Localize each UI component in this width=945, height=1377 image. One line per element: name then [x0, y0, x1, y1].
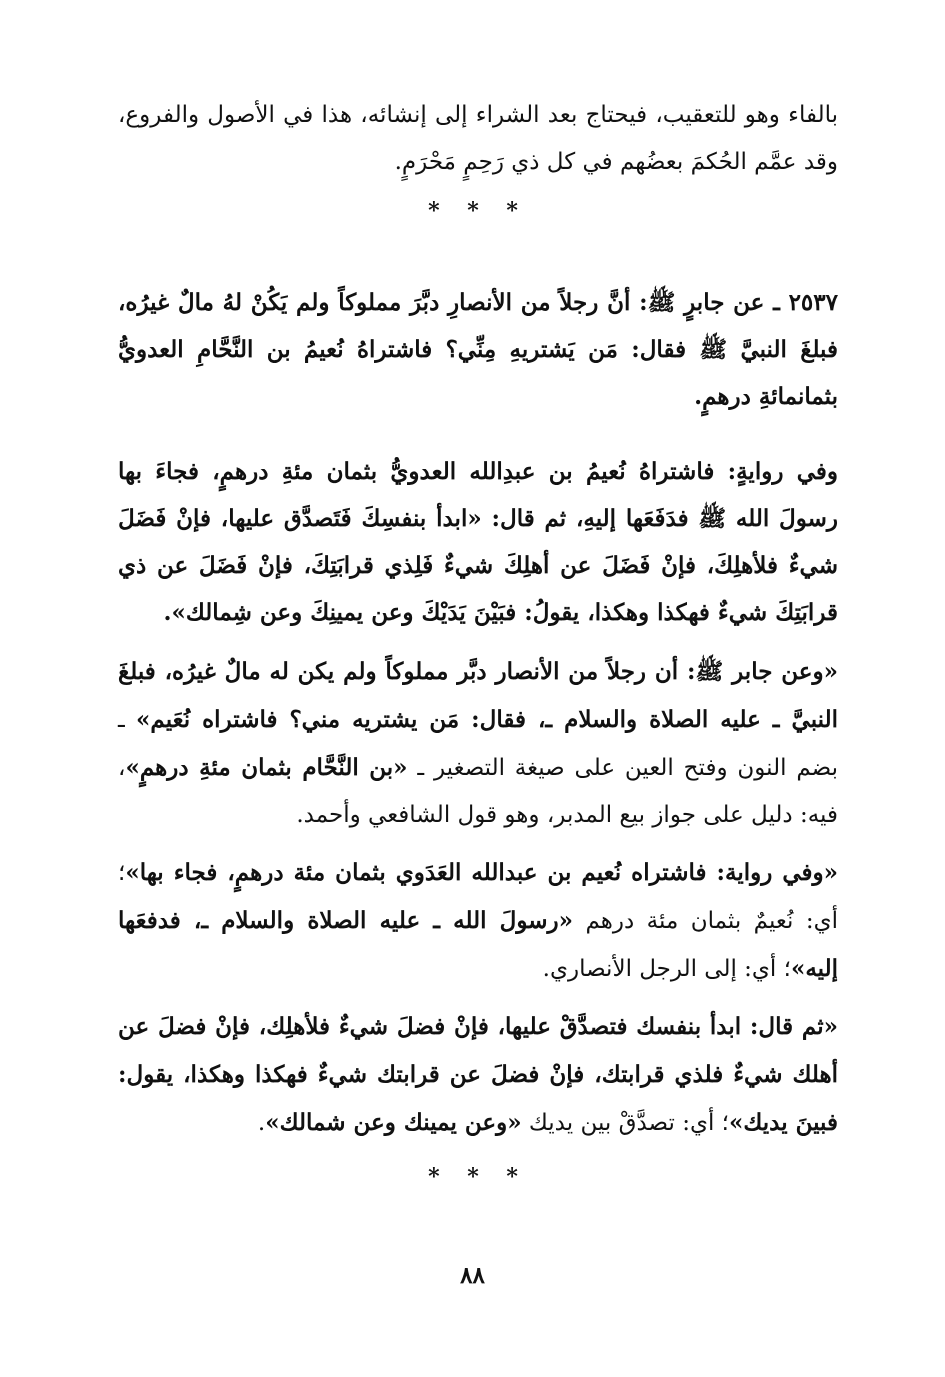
page-body	[118, 92, 838, 1197]
commentary-paragraph-1	[118, 648, 838, 839]
intro-paragraph: بالفاء وهو للتعقيب، فيحتاج بعد الشراء إلى إنشائه، هذا في الأصول والفروع، وقد عمَّم الحُكمَ بعضُهم في كل ذي رَحِمٍ مَحْرَمٍ.	[118, 102, 838, 175]
hadith-riwaya: وفي روايةٍ: فاشتراهُ نُعيمُ بن عبدِالله العدويُّ بثمان مئةِ درهمٍ، فجاءَ بها رسولَ الله ﷺ فدَفَعَها إليهِ، ثم قال: «ابدأ بنفسِكَ فَتَصدَّق عليها، فإنْ فَضَلَ شيءٌ فلأهلِكَ، فإنْ فَضَلَ عن أهلِكَ شيءٌ فَلِذي قرابَتِكَ، فإنْ فَضَلَ عن ذي قرابَتِكَ شيءٌ فهكذا وهكذا، يقولُ: فبَيْنَ يَدَيْكَ وعن يمينِكَ وعن شِمالك».	[118, 458, 838, 626]
page-number: ٨٨	[460, 1262, 485, 1289]
commentary-1-note: ـ بضم النون وفتح العين على صيغة التصغير ـ	[118, 707, 838, 781]
commentary-3-quote-2: «وعن يمينك وعن شمالك»	[265, 1109, 522, 1136]
commentary-1-quote: «وعن جابر ﷺ: أن رجلاً من الأنصار دبَّر مملوكاً ولم يكن له مالٌ غيرُه، فبلغَ النبيَّ ـ عليه الصلاة والسلام ـ، فقال: مَن يشتريه مني؟ فاشتراه نُعَيم»	[118, 658, 838, 733]
commentary-3-note-2: .	[257, 1110, 266, 1136]
section-separator-bottom: * * *	[428, 1164, 528, 1190]
hadith-main: ٢٥٣٧ ـ عن جابرٍ ﷺ: أنَّ رجلاً من الأنصارِ دبَّرَ مملوكاً ولم يَكُنْ لهُ مالٌ غيرُه، فبلغَ النبيَّ ﷺ فقال: مَن يَشتريهِ مِنِّي؟ فاشتراهُ نُعيمُ بن النَّحَّامِ العدويُّ بثمانمائةِ درهمٍ.	[118, 289, 838, 410]
commentary-paragraph-2	[118, 849, 838, 993]
commentary-2-quote-2: «رسولَ الله ـ عليه الصلاة والسلام ـ، فدفعَها إليه»	[118, 907, 838, 982]
commentary-1-quote-2: «بن النَّحَّام بثمان مئةِ درهمٍ»	[125, 754, 408, 781]
commentary-1-note-2: ، فيه: دليل على جواز بيع المدبر، وهو قول الشافعي وأحمد.	[118, 755, 838, 828]
commentary-2-note: ؛ أي: نُعيمٌ بثمان مئة درهم	[118, 860, 839, 934]
commentary-2-quote: «وفي رواية: فاشتراه نُعيم بن عبدالله العَدَوي بثمان مئة درهمٍ، فجاء بها»	[125, 859, 838, 886]
commentary-2-note-2: ؛ أي: إلى الرجل الأنصاري.	[542, 956, 791, 982]
commentary-3-quote: «ثم قال: ابدأ بنفسك فتصدَّقْ عليها، فإنْ فضلَ شيءٌ فلأهلِك، فإنْ فضلَ عن أهلك شيءٌ فلذي قرابتك، فإنْ فضلَ عن قرابتك شيءٌ فهكذا وهكذا، يقول: فبينَ يديك»	[118, 1013, 838, 1136]
commentary-3-note: ؛ أي: تصدَّقْ بين يديك	[521, 1110, 729, 1136]
commentary-paragraph-3	[118, 1003, 838, 1147]
section-separator-top: * * *	[428, 198, 528, 224]
